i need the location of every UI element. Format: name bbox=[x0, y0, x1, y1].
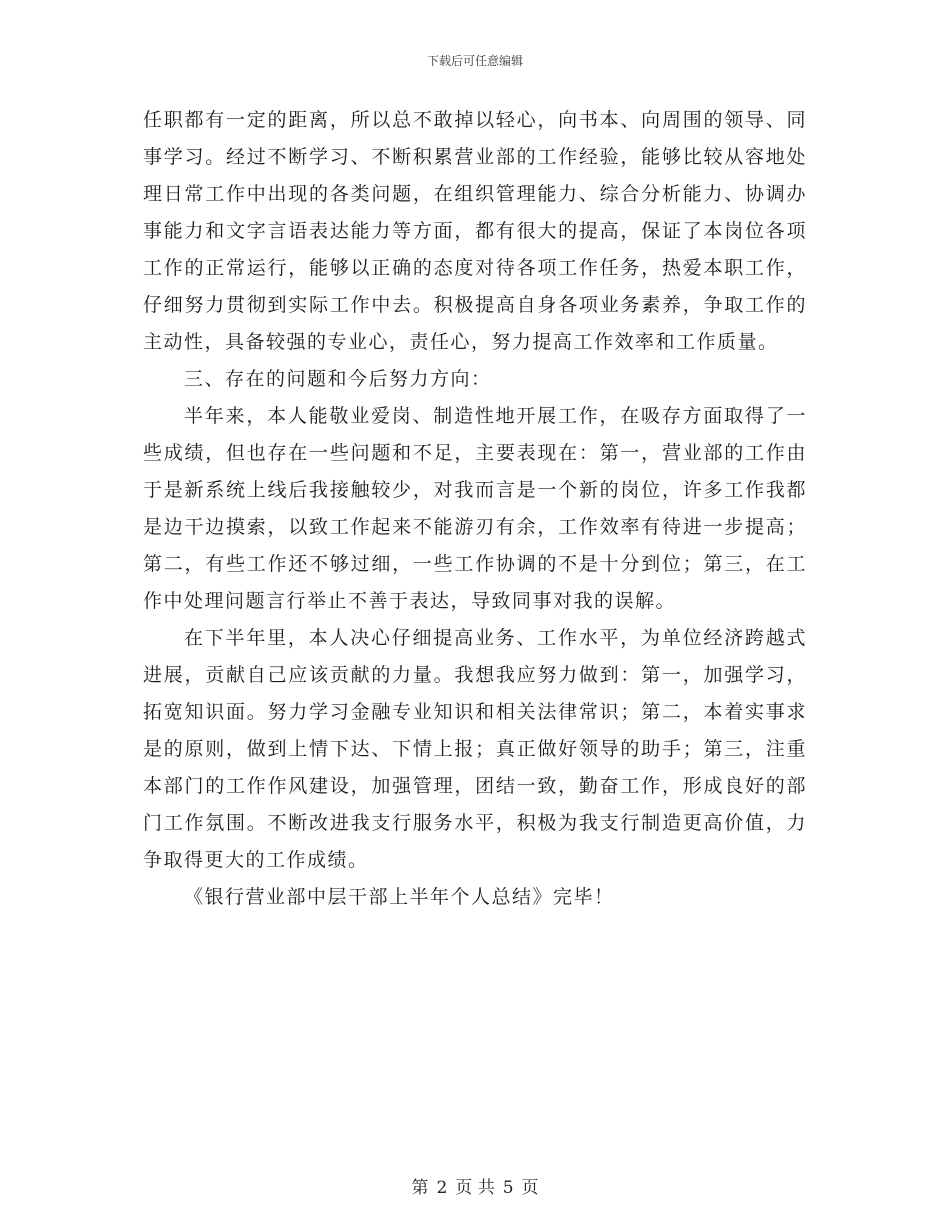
page-footer bbox=[0, 1173, 950, 1198]
footer-prefix: 第 bbox=[411, 1178, 429, 1198]
document-body bbox=[143, 102, 807, 916]
page-header: 下载后可任意编辑 bbox=[426, 54, 523, 68]
footer-page-number: 2 bbox=[436, 1178, 448, 1198]
paragraph-continuation: 任职都有一定的距离，所以总不敢掉以轻心，向书本、向周围的领导、同事学习。经过不断学习、不断积累营业部的工作经验，能够比较从容地处理日常工作中出现的各类问题，在组织管理能力、综合分析能力、协调办事能力和文字言语表达能力等方面，都有很大的提高，保证了本岗位各项工作的正常运行，能够以正确的态度对待各项工作任务，热爱本职工作，仔细努力贯彻到实际工作中去。积极提高自身各项业务素养，争取工作的主动性，具备较强的专业心，责任心，努力提高工作效率和工作质量。 bbox=[143, 109, 807, 353]
closing-line: 《银行营业部中层干部上半年个人总结》完毕！ bbox=[184, 886, 615, 908]
paragraph-problems: 半年来，本人能敬业爱岗、制造性地开展工作，在吸存方面取得了一些成绩，但也存在一些问题和不足，主要表现在：第一，营业部的工作由于是新系统上线后我接触较少，对我而言是一个新的岗位，许多工作我都是边干边摸索，以致工作起来不能游刃有余，工作效率有待进一步提高；第二，有些工作还不够过细，一些工作协调的不是十分到位；第三，在工作中处理问题言行举止不善于表达，导致同事对我的误解。 bbox=[143, 405, 807, 612]
paragraph-plans: 在下半年里，本人决心仔细提高业务、工作水平，为单位经济跨越式进展，贡献自己应该贡献的力量。我想我应努力做到：第一，加强学习，拓宽知识面。努力学习金融专业知识和相关法律常识；第二，本着实事求是的原则，做到上情下达、下情上报；真正做好领导的助手；第三，注重本部门的工作作风建设，加强管理，团结一致，勤奋工作，形成良好的部门工作氛围。不断改进我支行服务水平，积极为我支行制造更高价值，力争取得更大的工作成绩。 bbox=[143, 627, 807, 871]
footer-middle: 页 共 bbox=[455, 1178, 495, 1198]
footer-suffix: 页 bbox=[521, 1178, 539, 1198]
section-heading: 三、存在的问题和今后努力方向： bbox=[184, 368, 492, 390]
footer-total-pages: 5 bbox=[502, 1178, 514, 1198]
